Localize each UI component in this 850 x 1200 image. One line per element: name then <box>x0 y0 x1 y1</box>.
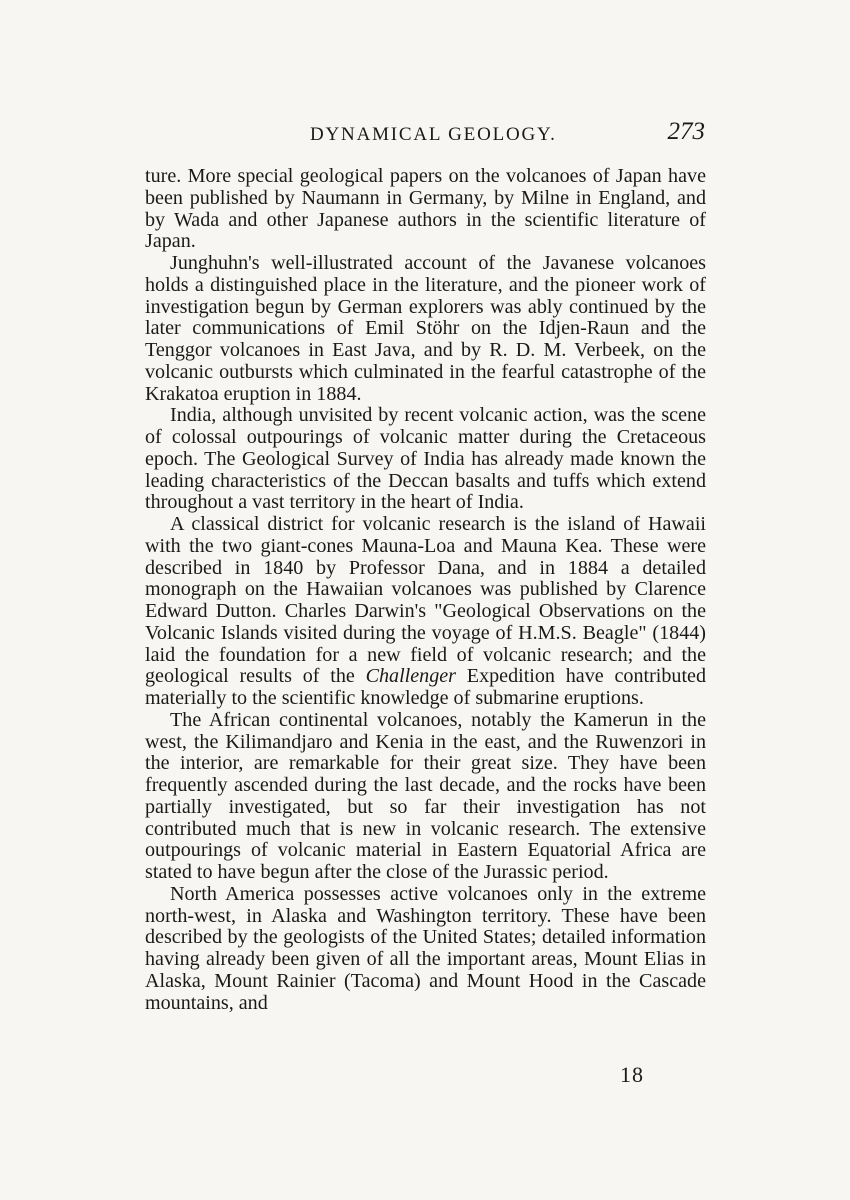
paragraph-north-america: North America possesses active volcanoes only in the extreme north-west, in Alaska and Washington territory. These have been described by the geologists of the United States; detailed information having already been given of all the important areas, Mount Elias in Alaska, Mount Rainier (Tacoma) and Mount Hood in the Cascade mountains, and <box>145 882 706 1014</box>
running-head <box>145 118 705 158</box>
paragraph-java: Junghuhn's well-illustrated account of the Javanese volcanoes holds a distinguished place in the literature, and the pioneer work of investigation begun by German explorers was ably continued by the later communications of Emil Stöhr on the Idjen-Raun and the Tenggor volcanoes in East Java, and by R. D. M. Verbeek, on the volcanic outbursts which culminated in the fearful catastrophe of the Krakatoa eruption in 1884. <box>145 252 706 405</box>
paragraph-africa: The African continental volcanoes, notably the Kamerun in the west, the Kilimandjaro and Kenia in the east, and the Ruwenzori in the interior, are remarkable for their great size. They have been frequently ascended during the last decade, and the rocks have been partially investigated, but so far their investigation has not contributed much that is new in volcanic research. The extensive outpourings of volcanic material in Eastern Equatorial Africa are stated to have begun after the close of the Jurassic period. <box>145 708 706 883</box>
paragraph-india: India, although unvisited by recent volcanic action, was the scene of colossal outpourings of volcanic matter during the Cretaceous epoch. The Geological Survey of India has already made known the leading characteristics of the Deccan basalts and tuffs which extend throughout a vast territory in the heart of India. <box>145 404 706 514</box>
paragraph-hawaii-text-start: A classical district for volcanic research is the island of Hawaii with the two giant-cones Mauna-Loa and Mauna Kea. These were described in 1840 by Professor Dana, and in 1884 a detailed monograph on the Hawaiian volcanoes was published by Clarence Edward Dutton. Charles Darwin's "Geological Observations on the Volcanic Islands visited during the voyage of H.M.S. Beagle" (1844) laid the foundation for a new field of volcanic research; and the geological results of the <box>145 513 706 688</box>
signature-mark: 18 <box>620 1062 644 1087</box>
body-text <box>145 166 706 1014</box>
paragraph-hawaii <box>145 514 706 710</box>
paragraph-japan: ture. More special geological papers on the volcanoes of Japan have been published by Naumann in Germany, by Milne in England, and by Wada and other Japanese authors in the scientific literature of Japan. <box>145 165 706 253</box>
running-head-title: DYNAMICAL GEOLOGY. <box>310 124 557 145</box>
paragraph-hawaii-text-end: Expedition have contributed materially to the scientific knowledge of submarine eruptions. <box>145 665 706 709</box>
page-number: 273 <box>667 118 705 145</box>
challenger-italic: Challenger <box>365 665 457 688</box>
